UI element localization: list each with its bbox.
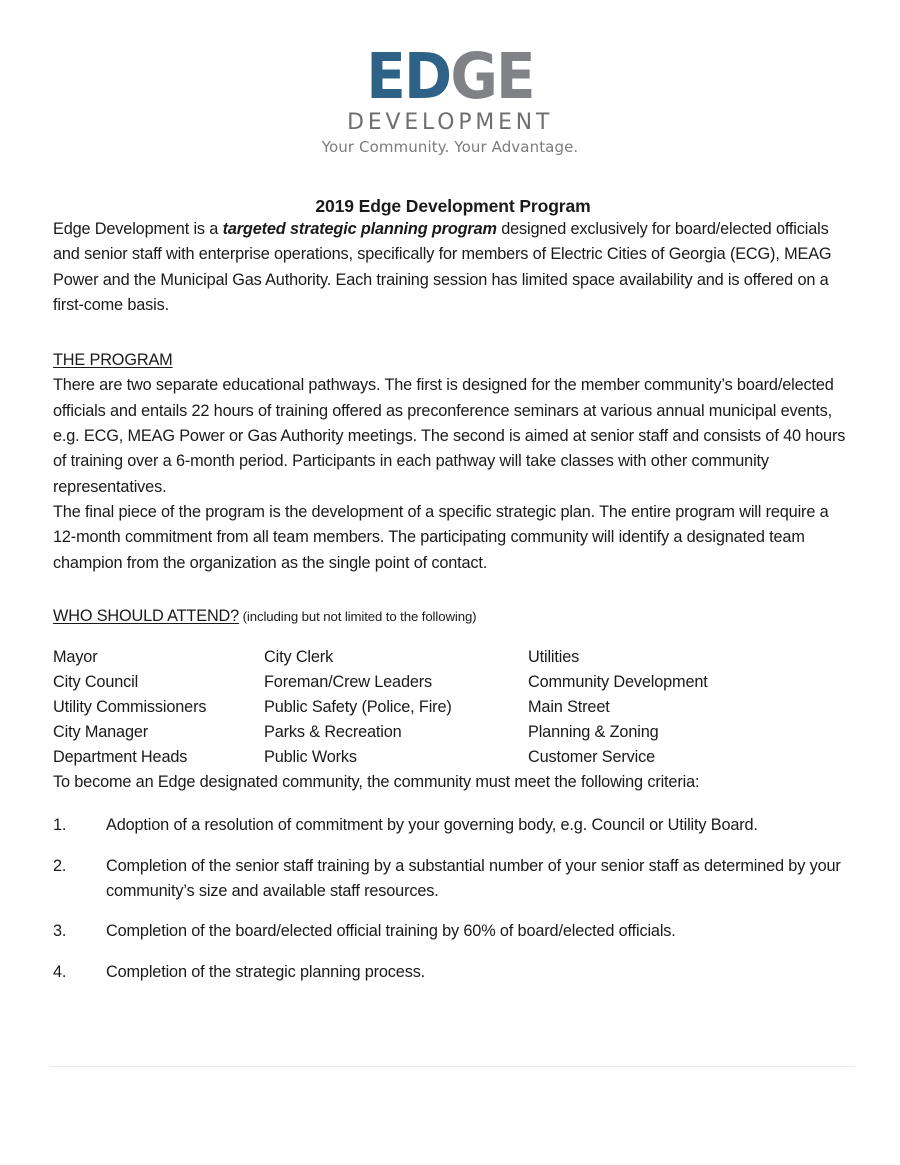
criteria-item-text: Completion of the strategic planning process.	[106, 962, 426, 981]
section-heading-the-program	[53, 348, 853, 373]
section-heading-who-should-attend-note: (including but not limited to the following)	[239, 608, 477, 624]
attendees-table	[53, 645, 853, 770]
logo-wordmark-ge: GE	[450, 40, 534, 113]
attendee-cell: Community Development	[528, 673, 708, 692]
footer-divider	[50, 1066, 855, 1067]
attendee-cell: Planning & Zoning	[528, 723, 659, 742]
section-heading-who-should-attend	[53, 604, 853, 629]
logo-subtitle: DEVELOPMENT	[346, 109, 554, 136]
intro-emphasis: targeted strategic planning program	[222, 220, 497, 238]
attendee-cell: City Manager	[53, 723, 149, 742]
attendees-row	[53, 670, 853, 695]
criteria-intro-paragraph: To become an Edge designated community, the community must meet the following criteria:	[53, 773, 700, 792]
attendee-cell: Public Works	[264, 748, 357, 767]
criteria-item-number: 3.	[53, 922, 67, 941]
logo-wordmark-ed: ED	[366, 40, 451, 113]
criteria-item-text: Completion of the board/elected official training by 60% of board/elected officials.	[106, 922, 676, 941]
logo-tagline: Your Community. Your Advantage.	[321, 138, 579, 157]
attendee-cell: City Clerk	[264, 648, 334, 667]
document-body	[53, 0, 853, 1000]
attendee-cell: Main Street	[528, 698, 610, 717]
attendee-cell: Utility Commissioners	[53, 698, 207, 717]
criteria-list	[53, 813, 853, 984]
final-piece-paragraph: The final piece of the program is the development of a specific strategic plan. The entire program will require a 12-month commitment from all team members. The participating community will identify a designated team champion from the organization as the single point of contact.	[53, 502, 829, 572]
criteria-item-number: 1.	[53, 816, 67, 835]
intro-text-after: designed exclusively for board/elected officials and senior staff with enterprise operations, specifically for members of Electric Cities of Georgia (ECG), MEAG Power and the Municipal Gas Authority. Each training session has limited space availability and is offered on a first-come basis.	[53, 220, 832, 314]
intro-text-before: Edge Development is a	[53, 220, 223, 238]
criteria-item-number: 2.	[53, 856, 67, 875]
criteria-item	[53, 960, 853, 985]
attendees-row	[53, 645, 853, 670]
attendee-cell: Customer Service	[528, 748, 655, 767]
criteria-item	[53, 813, 853, 838]
attendee-cell: Public Safety (Police, Fire)	[264, 698, 452, 717]
attendees-row	[53, 720, 853, 745]
attendees-row	[53, 695, 853, 720]
the-program-paragraph: There are two separate educational pathways. The first is designed for the member community’s board/elected officials and entails 22 hours of training offered as preconference seminars at various annual municipal events, e.g. ECG, MEAG Power or Gas Authority meetings. The second is aimed at senior staff and consists of 40 hours of training over a 6-month period. Participants in each pathway will take classes with other community representatives.	[53, 376, 846, 496]
section-heading-the-program-label: THE PROGRAM	[53, 351, 173, 370]
criteria-item-text: Completion of the senior staff training by a substantial number of your senior staff as determined by your community’s size and available staff resources.	[106, 856, 841, 901]
criteria-item	[53, 854, 853, 905]
attendee-cell: Department Heads	[53, 748, 188, 767]
criteria-item	[53, 919, 853, 944]
attendees-row	[53, 745, 853, 770]
attendee-cell: Mayor	[53, 648, 98, 667]
attendee-cell: Foreman/Crew Leaders	[264, 673, 433, 692]
attendee-cell: Parks & Recreation	[264, 723, 402, 742]
intro-paragraph	[53, 217, 853, 318]
attendee-cell: Utilities	[528, 648, 580, 667]
attendee-cell: City Council	[53, 673, 139, 692]
criteria-item-number: 4.	[53, 962, 67, 981]
criteria-item-text: Adoption of a resolution of commitment by your governing body, e.g. Council or Utility Board.	[106, 816, 758, 835]
section-heading-who-should-attend-label: WHO SHOULD ATTEND?	[53, 606, 240, 625]
page-title: 2019 Edge Development Program	[315, 196, 591, 216]
